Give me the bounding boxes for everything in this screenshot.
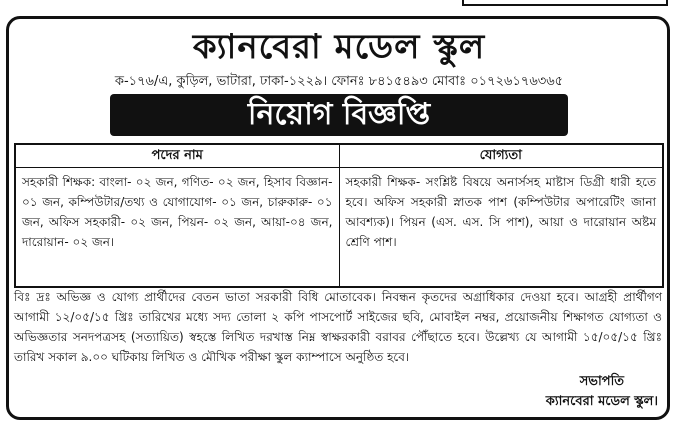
school-address: ক-১৭৬/এ, কুড়িল, ভাটারা, ঢাকা-১২২৯। ফোনঃ ৮৪১৫৪৯৩ মোবাঃ ০১৭২৬১৭৬৩৬৫ <box>114 74 564 89</box>
instructions-note: বিঃ দ্রঃ অভিজ্ঞ ও যোগ্য প্রার্থীদের বেতন ভাতা সরকারী বিধি মোতাবেক। নিবন্ধন কৃতদের অগ্রাধিকার দেওয়া হবে। আগ্রহী প্রার্থীগণ আগামী ১২/০৫/১৫ খ্রিঃ তারিখের মধ্যে সদ্য তোলা ২ কপি পাসপোর্ট সাইজের ছবি, মোবাইল নম্বর, প্রয়োজনীয় শিক্ষাগত যোগ্যতা ও অভিজ্ঞতার সনদপত্রসহ (সত্যায়িত) স্বহস্তে লিখিত দরখাস্ত নিম্ন স্বাক্ষরকারী বরাবর পৌঁছাতে হবে। উল্লেখ্য যে আগামী ১৫/০৫/১৫ খ্রিঃ তারিখ সকাল ৯.০০ ঘটিকায় লিখিত ও মৌখিক পরীক্ষা স্কুল ক্যাম্পাসে অনুষ্ঠিত হবে। <box>14 290 662 364</box>
notice-title-banner: নিয়োগ বিজ্ঞপ্তি <box>110 94 568 136</box>
school-name: ক্যানবেরা মডেল স্কুল <box>192 27 486 67</box>
adjacent-ad-border <box>462 0 668 6</box>
signatory-org: ক্যানবেরা মডেল স্কুল। <box>545 394 658 409</box>
vacancy-table <box>14 143 664 288</box>
header-post-name: পদের নাম <box>15 144 339 168</box>
qualifications-cell: সহকারী শিক্ষক- সংশ্লিষ্ট বিষয়ে অনার্সসহ মাষ্টাস ডিগ্রী ধারী হতে হবে। অফিস সহকারী স্নাতক পাশ (কম্পিউটার অপারেটিং জানা আবশ্যক)। পিয়ন (এস. এস. সি পাশ), আয়া ও দারোয়ান অষ্টম শ্রেণি পাশ। <box>339 168 663 288</box>
header-qualification: যোগ্যতা <box>339 144 663 168</box>
posts-cell: সহকারী শিক্ষক: বাংলা- ০২ জন, গণিত- ০২ জন, হিসাব বিজ্ঞান- ০১ জন, কম্পিউটার/তথ্য ও যোগাযোগ- ০১ জন, চারুকারু- ০১ জন, অফিস সহকারী- ০২ জন, পিয়ন- ০২ জন, আয়া-০৪ জন, দারোয়ান- ০২ জন। <box>15 168 339 288</box>
vacancy-table-header-row <box>15 144 663 168</box>
signature-block <box>546 372 658 412</box>
signatory-title: সভাপতি <box>579 374 625 389</box>
vacancy-table-row <box>15 168 663 288</box>
